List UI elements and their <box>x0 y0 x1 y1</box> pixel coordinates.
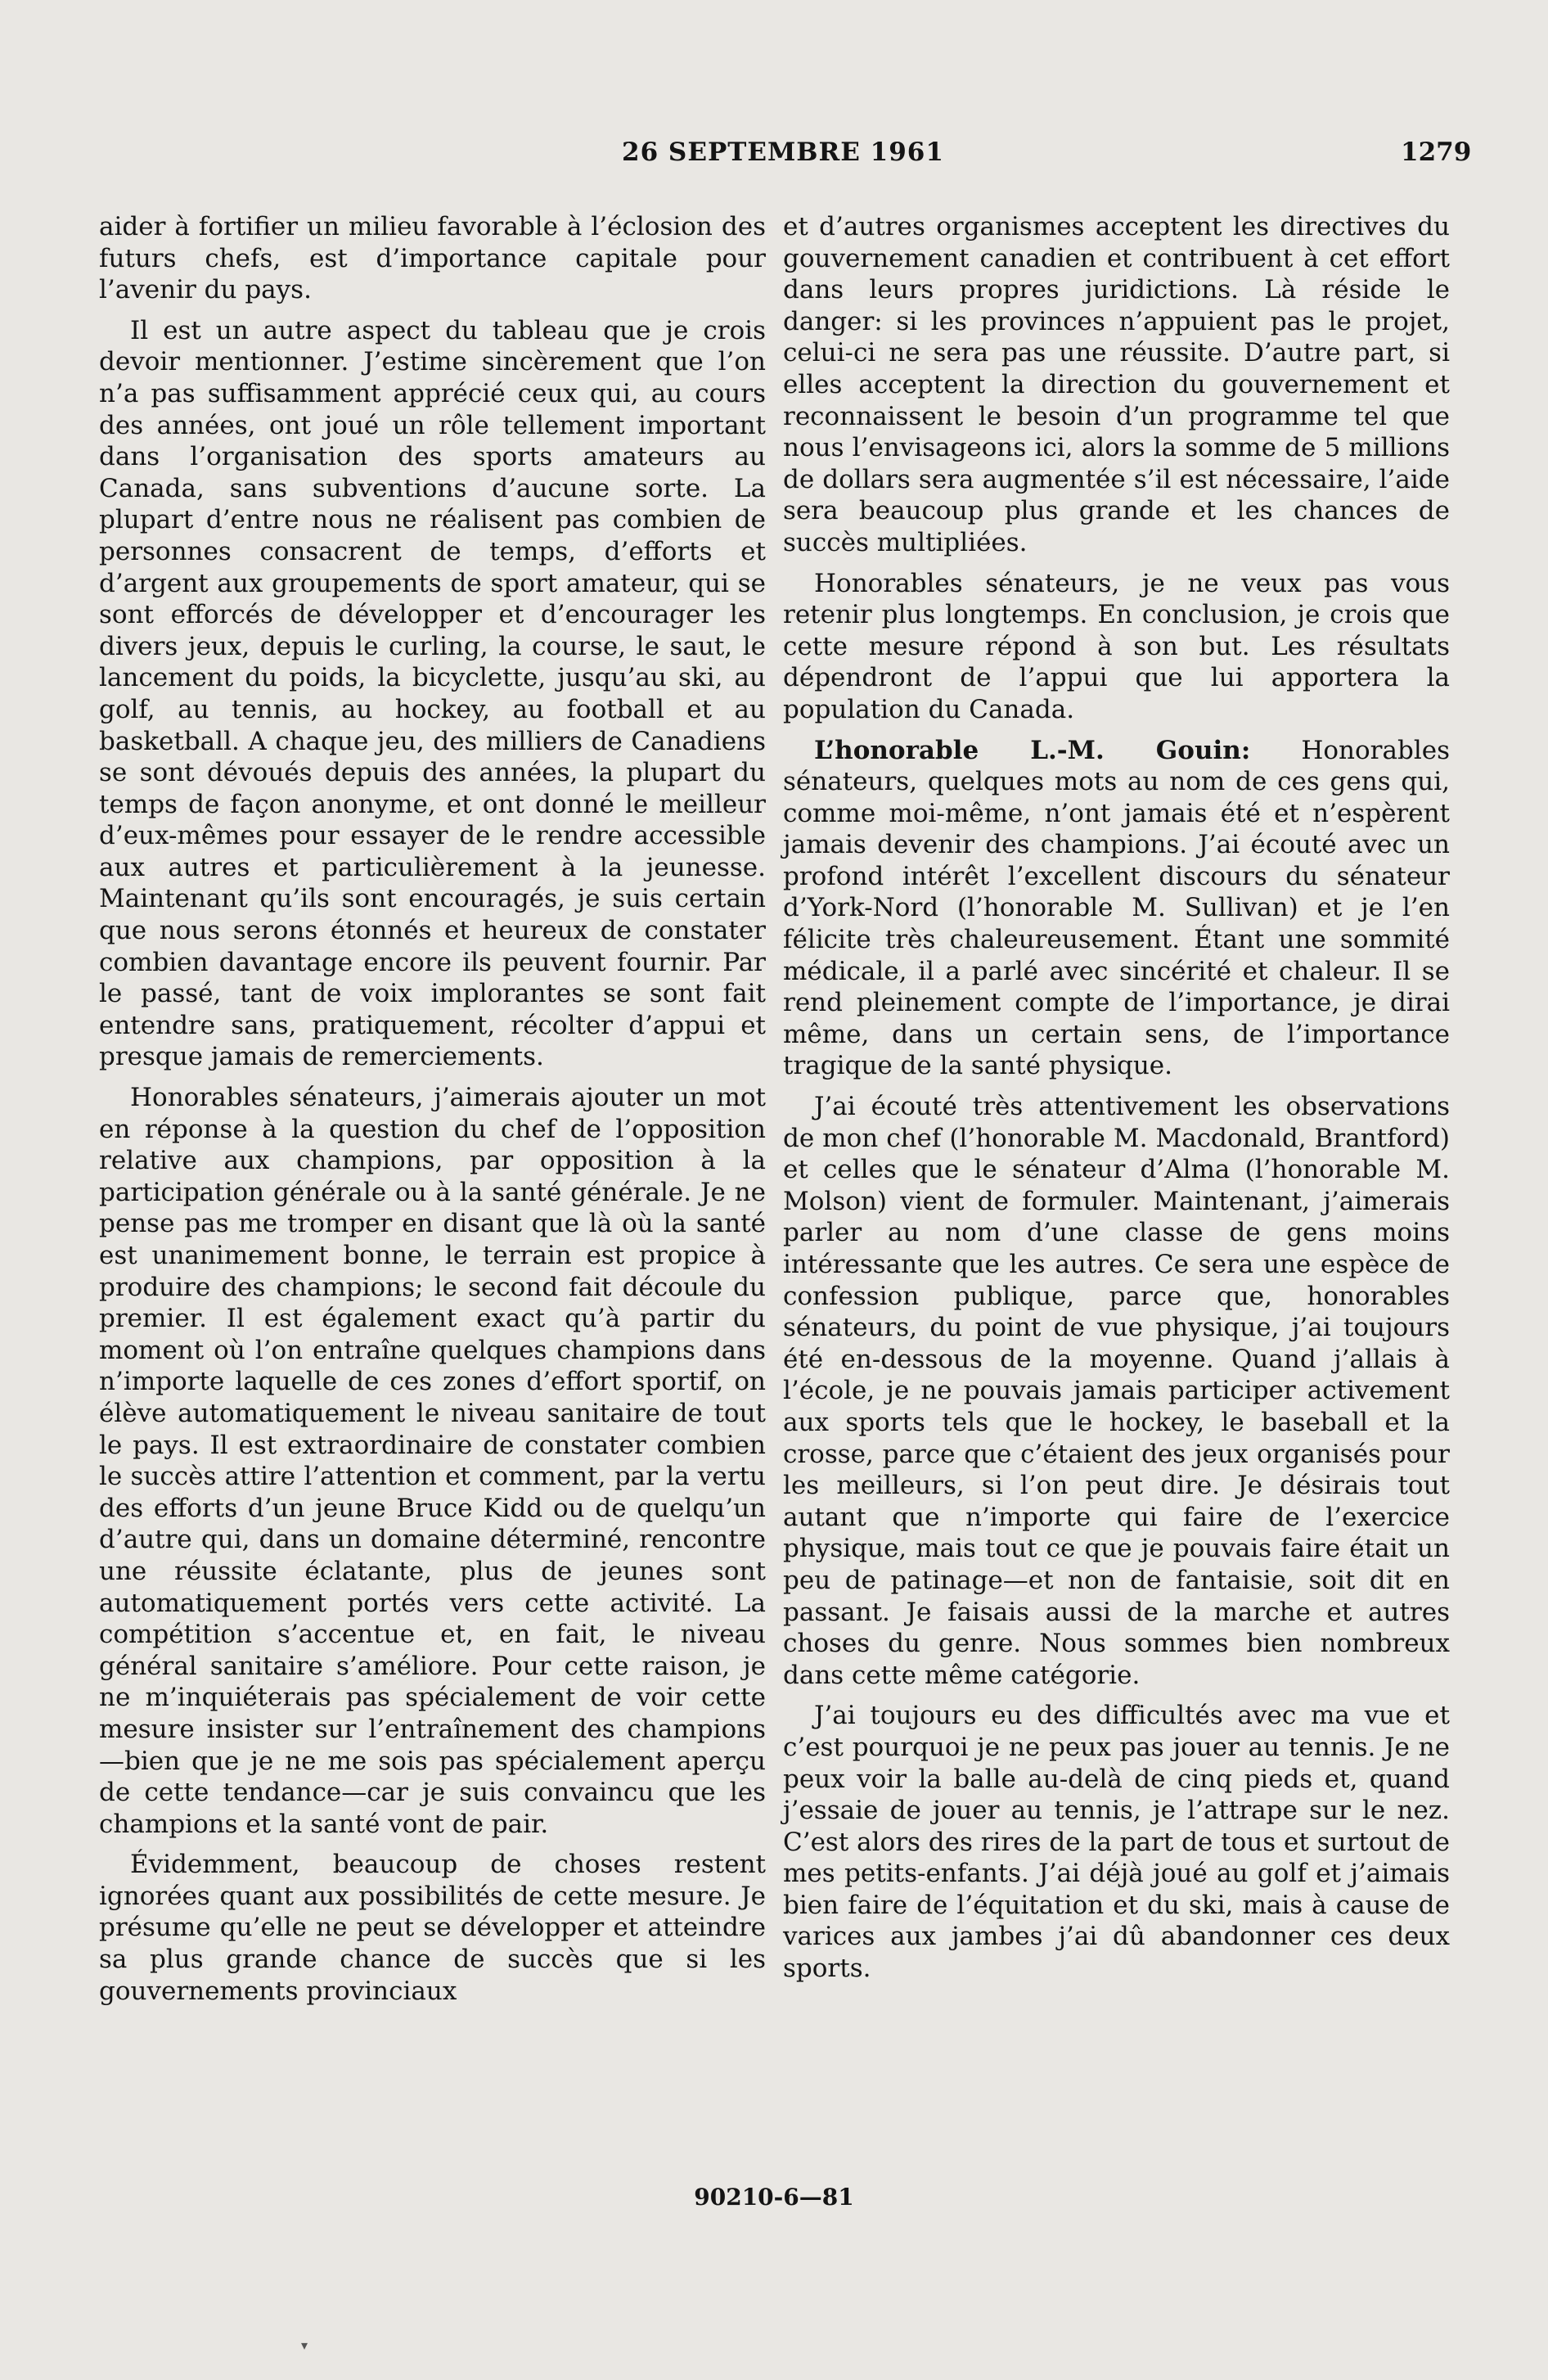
speaker-text: Honorables sénateurs, quelques mots au nom de ces gens qui, comme moi-même, n’ont jamais été et n’espèrent jamais devenir des champions. J’ai écouté avec un profond intérêt l’excellent discours du sénateur d’York-Nord (l’honorable M. Sullivan) et je l’en félicite très chaleureusement. Étant une sommité médicale, il a parlé avec sincérité et chaleur. Il se rend pleinement compte de l’importance, je dirai même, dans un certain sens, de l’importance tragique de la santé physique. <box>783 735 1450 1081</box>
paragraph: J’ai écouté très attentivement les observations de mon chef (l’honorable M. Macdonald, Brantford) et celles que le sénateur d’Alma (l’honorable M. Molson) vient de formuler. Maintenant, j’aimerais parler au nom d’une classe de gens moins intéressante que les autres. Ce sera une espèce de confession publique, parce que, honorables sénateurs, du point de vue physique, j’ai toujours été en-dessous de la moyenne. Quand j’allais à l’école, je ne pouvais jamais participer activement aux sports tels que le hockey, le baseball et la crosse, parce que c’étaient des jeux organisés pour les meilleurs, si l’on peut dire. Je désirais tout autant que n’importe qui faire de l’exercice physique, mais tout ce que je pouvais faire était un peu de patinage—et non de fantaisie, soit dit en passant. Je faisais aussi de la marche et autres choses du genre. Nous sommes bien nombreux dans cette même catégorie. <box>783 1092 1450 1690</box>
left-column <box>99 211 766 2016</box>
paragraph: Honorables sénateurs, j’aimerais ajouter un mot en réponse à la question du chef de l’opposition relative aux champions, par opposition à la participation générale ou à la santé générale. Je ne pense pas me tromper en disant que là où la santé est unanimement bonne, le terrain est propice à produire des champions; le second fait découle du premier. Il est également exact qu’à partir du moment où l’on entraîne quelques champions dans n’importe laquelle de ces zones d’effort sportif, on élève automatiquement le niveau sanitaire de tout le pays. Il est extraordinaire de constater combien le succès attire l’attention et comment, par la vertu des efforts d’un jeune Bruce Kidd ou de quelqu’un d’autre qui, dans un domaine déterminé, rencontre une réussite éclatante, plus de jeunes sont automatiquement portés vers cette activité. La compétition s’accentue et, en fait, le niveau général sanitaire s’améliore. Pour cette raison, je ne m’inquiéterais pas spécialement de voir cette mesure insister sur l’entraînement des champions—bien que je ne me sois pas spécialement aperçu de cette tendance—car je suis convaincu que les champions et la santé vont de pair. <box>99 1083 766 1839</box>
page-header <box>0 137 1548 178</box>
paragraph: Il est un autre aspect du tableau que je crois devoir mentionner. J’estime sincèrement que l’on n’a pas suffisamment apprécié ceux qui, au cours des années, ont joué un rôle tellement important dans l’organisation des sports amateurs au Canada, sans subventions d’aucune sorte. La plupart d’entre nous ne réalisent pas combien de personnes consacrent de temps, d’efforts et d’argent aux groupements de sport amateur, qui se sont efforcés de développer et d’encourager les divers jeux, depuis le curling, la course, le saut, le lancement du poids, la bicyclette, jusqu’au ski, au golf, au tennis, au hockey, au football et au basketball. A chaque jeu, des milliers de Canadiens se sont dévoués depuis des années, la plupart du temps de façon anonyme, et ont donné le meilleur d’eux-mêmes pour essayer de le rendre accessible aux autres et particulièrement à la jeunesse. Maintenant qu’ils sont encouragés, je suis certain que nous serons étonnés et heureux de constater combien davantage encore ils peuvent fournir. Par le passé, tant de voix implorantes se sont fait entendre sans, pratiquement, récolter d’appui et presque jamais de remerciements. <box>99 315 766 1072</box>
bottom-mark: ▾ <box>301 2337 308 2353</box>
paragraph: Honorables sénateurs, je ne veux pas vous retenir plus longtemps. En conclusion, je crois que cette mesure répond à son but. Les résultats dépendront de l’appui que lui apportera la population du Canada. <box>783 568 1450 724</box>
paragraph: Évidemment, beaucoup de choses restent ignorées quant aux possibilités de cette mesure. Je présume qu’elle ne peut se développer et atteindre sa plus grande chance de succès que si les gouvernements provinciaux <box>99 1850 766 2006</box>
speaker-name: L’honorable L.-M. Gouin: <box>814 735 1251 765</box>
paragraph: J’ai toujours eu des difficultés avec ma vue et c’est pourquoi je ne peux pas jouer au tennis. Je ne peux voir la balle au-delà de cinq pieds et, quand j’essaie de jouer au tennis, je l’attrape sur le nez. C’est alors des rires de la part de tous et surtout de mes petits-enfants. J’ai déjà joué au golf et j’aimais bien faire de l’équitation et du ski, mais à cause de varices aux jambes j’ai dû abandonner ces deux sports. <box>783 1701 1450 1984</box>
header-date: 26 SEPTEMBRE 1961 <box>622 137 944 167</box>
page-number: 1279 <box>1401 137 1472 167</box>
printer-code: 90210-6—81 <box>694 2184 854 2211</box>
paragraph: aider à fortifier un milieu favorable à l’éclosion des futurs chefs, est d’importance capitale pour l’avenir du pays. <box>99 212 766 305</box>
speaker-paragraph <box>783 735 1450 1083</box>
paragraph: et d’autres organismes acceptent les directives du gouvernement canadien et contribuent à cet effort dans leurs propres juridictions. Là réside le danger: si les provinces n’appuient pas le projet, celui-ci ne sera pas une réussite. D’autre part, si elles acceptent la direction du gouvernement et reconnaissent le besoin d’un programme tel que nous l’envisageons ici, alors la somme de 5 millions de dollars sera augmentée s’il est nécessaire, l’aide sera beaucoup plus grande et les chances de succès multipliées. <box>783 212 1450 557</box>
right-column <box>783 211 1450 1994</box>
